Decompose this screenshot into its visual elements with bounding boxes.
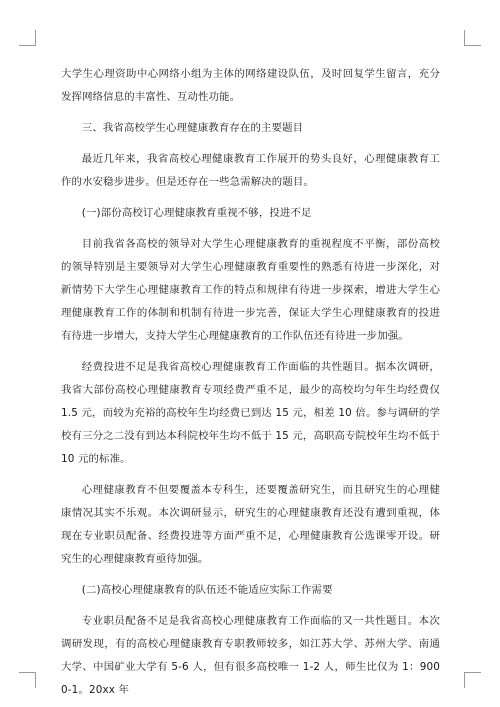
paragraph: 心理健康教育不但要覆盖本专科生，还要覆盖研究生，而且研究生的心理健康情况其实不乐观。本次调研显示，研究生的心理健康教育还没有遭到重视，体现在专业职员配备、经费投进等方面严重不足，心理健康教育公选课零开设。研究生的心理健康教育亟待加强。: [61, 484, 440, 565]
crop-mark-bottom-right: [465, 672, 481, 673]
crop-mark-bottom-left: [19, 672, 35, 673]
crop-mark-top-left: [35, 30, 36, 46]
subsection-heading: (二)高校心理健康教育的队伍还不能适应实际工作需要: [81, 584, 333, 596]
crop-mark-top-left: [19, 45, 35, 46]
document-body: [61, 63, 440, 702]
crop-mark-top-right: [465, 45, 481, 46]
paragraph: 最近几年来，我省高校心理健康教育工作展开的势头良好，心理健康教育工作的水安稳步进步。但是还存在一些急需解决的题目。: [61, 153, 440, 188]
crop-mark-top-right: [464, 30, 465, 46]
paragraph-continuation: 大学生心理资助中心网络小组为主体的网络建设队伍，及时回复学生留言，充分发挥网络信息的丰富性、互动性功能。: [61, 68, 440, 103]
paragraph: 目前我省各高校的领导对大学生心理健康教育的重视程度不平衡，部份高校的领导特别是主要领导对大学生心理健康教育重要性的熟悉有待进一步深化，对新情势下大学生心理健康教育工作的特点和规律有待进一步探索，增进大学生心理健康教育工作的体制和机制有待进一步完善，保证大学生心理健康教育的投进有待进一步增大，支持大学生心理健康教育的工作队伍还有待进一步加强。: [61, 238, 440, 342]
subsection-heading: (一)部份高校订心理健康教育重视不够，投进不足: [81, 207, 312, 219]
paragraph: 专业职员配备不足是我省高校心理健康教育工作面临的又一共性题目。本次调研发现，有的高校心理健康教育专职教师较多，如江苏大学、苏州大学、南通大学、中国矿业大学有 5-6 人，但有很多高校唯一 1-2 人，师生比仅为 1：9000-1。20xx 年: [61, 615, 440, 696]
paragraph: 经费投进不足是我省高校心理健康教育工作面临的共性题目。据本次调研，我省大部份高校心理健康教育专项经费严重不足，最少的高校均匀年生均经费仅 1.5 元，而较为充裕的高校年生均经费已到达 15 元，相差 10 倍。参与调研的学校有三分之二没有到达本科院校年生均不低于 15 元，高职高专院校年生均不低于 10 元的标准。: [61, 361, 440, 465]
section-heading: 三、我省高校学生心理健康教育存在的主要题目: [81, 122, 304, 134]
crop-mark-bottom-left: [35, 672, 36, 688]
crop-mark-bottom-right: [464, 672, 465, 688]
